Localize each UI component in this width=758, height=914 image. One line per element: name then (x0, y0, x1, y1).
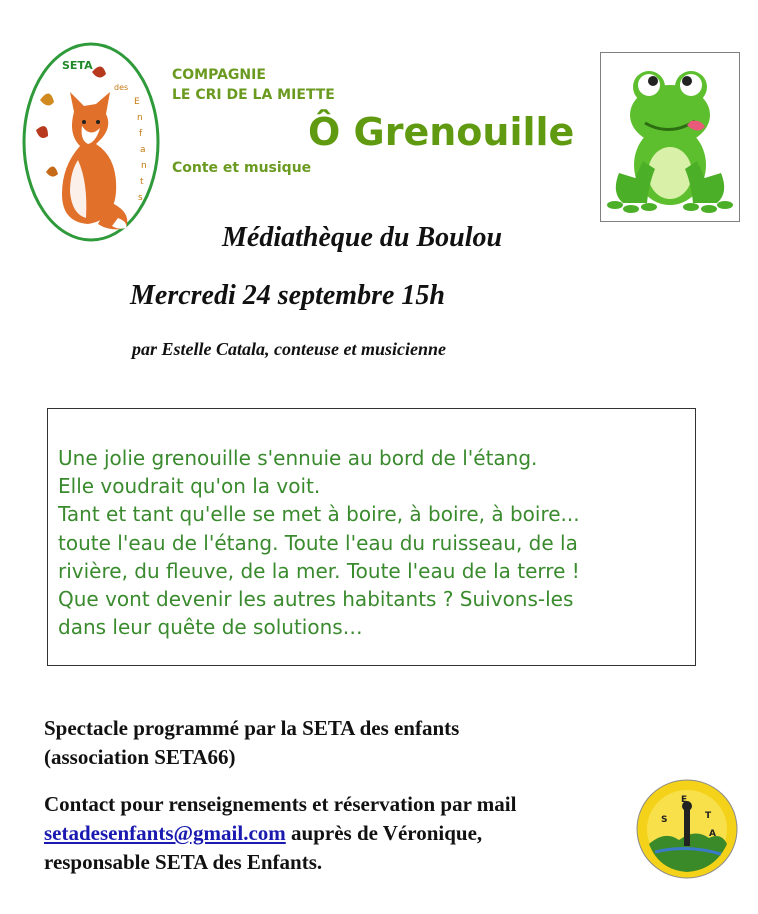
svg-text:A: A (709, 829, 716, 839)
seta66-logo (635, 778, 739, 880)
contact-person: auprès de Véronique, (285, 821, 483, 845)
svg-text:E: E (134, 97, 140, 107)
frog-image (600, 52, 740, 222)
story-text (58, 444, 580, 641)
seta-fox-logo (22, 42, 160, 242)
event-date: Mercredi 24 septembre 15h (130, 280, 445, 311)
contact-role: responsable SETA des Enfants. (44, 850, 323, 874)
story-line: dans leur quête de solutions… (58, 615, 363, 640)
svg-text:f: f (139, 129, 143, 139)
svg-text:a: a (140, 145, 146, 155)
programme-info (44, 714, 459, 772)
frog-icon (601, 53, 739, 221)
show-subtitle: Conte et musique (172, 160, 312, 176)
company-name: LE CRI DE LA MIETTE (172, 87, 335, 103)
contact-info (44, 790, 516, 877)
performer-credit: par Estelle Catala, conteuse et musicienne (132, 339, 446, 359)
programme-line: Spectacle programmé par la SETA des enfants (44, 716, 460, 740)
contact-line: Contact pour renseignements et réservation par mail (44, 792, 517, 816)
story-line: Que vont devenir les autres habitants ? Suivons-les (58, 586, 574, 611)
email-link[interactable]: setadesenfants@gmail.com (44, 821, 286, 845)
venue: Médiathèque du Boulou (222, 222, 503, 253)
story-line: Tant et tant qu'elle se met à boire, à boire, à boire... (58, 502, 580, 527)
svg-text:S: S (661, 815, 668, 825)
svg-text:SETA: SETA (62, 59, 93, 72)
svg-text:n: n (137, 113, 143, 123)
story-line: toute l'eau de l'étang. Toute l'eau du ruisseau, de la (58, 530, 578, 555)
show-title: Ô Grenouille (308, 110, 575, 154)
svg-text:T: T (705, 811, 712, 821)
svg-text:s: s (138, 193, 143, 203)
company-label: COMPAGNIE (172, 67, 266, 83)
contact-email-line (44, 819, 516, 848)
svg-text:des: des (114, 83, 129, 92)
story-line: Une jolie grenouille s'ennuie au bord de l'étang. (58, 446, 538, 470)
story-line: Elle voudrait qu'on la voit. (58, 474, 321, 499)
story-line: rivière, du fleuve, de la mer. Toute l'eau de la terre ! (58, 558, 580, 583)
svg-text:n: n (141, 161, 147, 171)
programme-association: (association SETA66) (44, 745, 236, 769)
svg-text:E: E (681, 795, 688, 805)
svg-text:t: t (140, 177, 144, 187)
